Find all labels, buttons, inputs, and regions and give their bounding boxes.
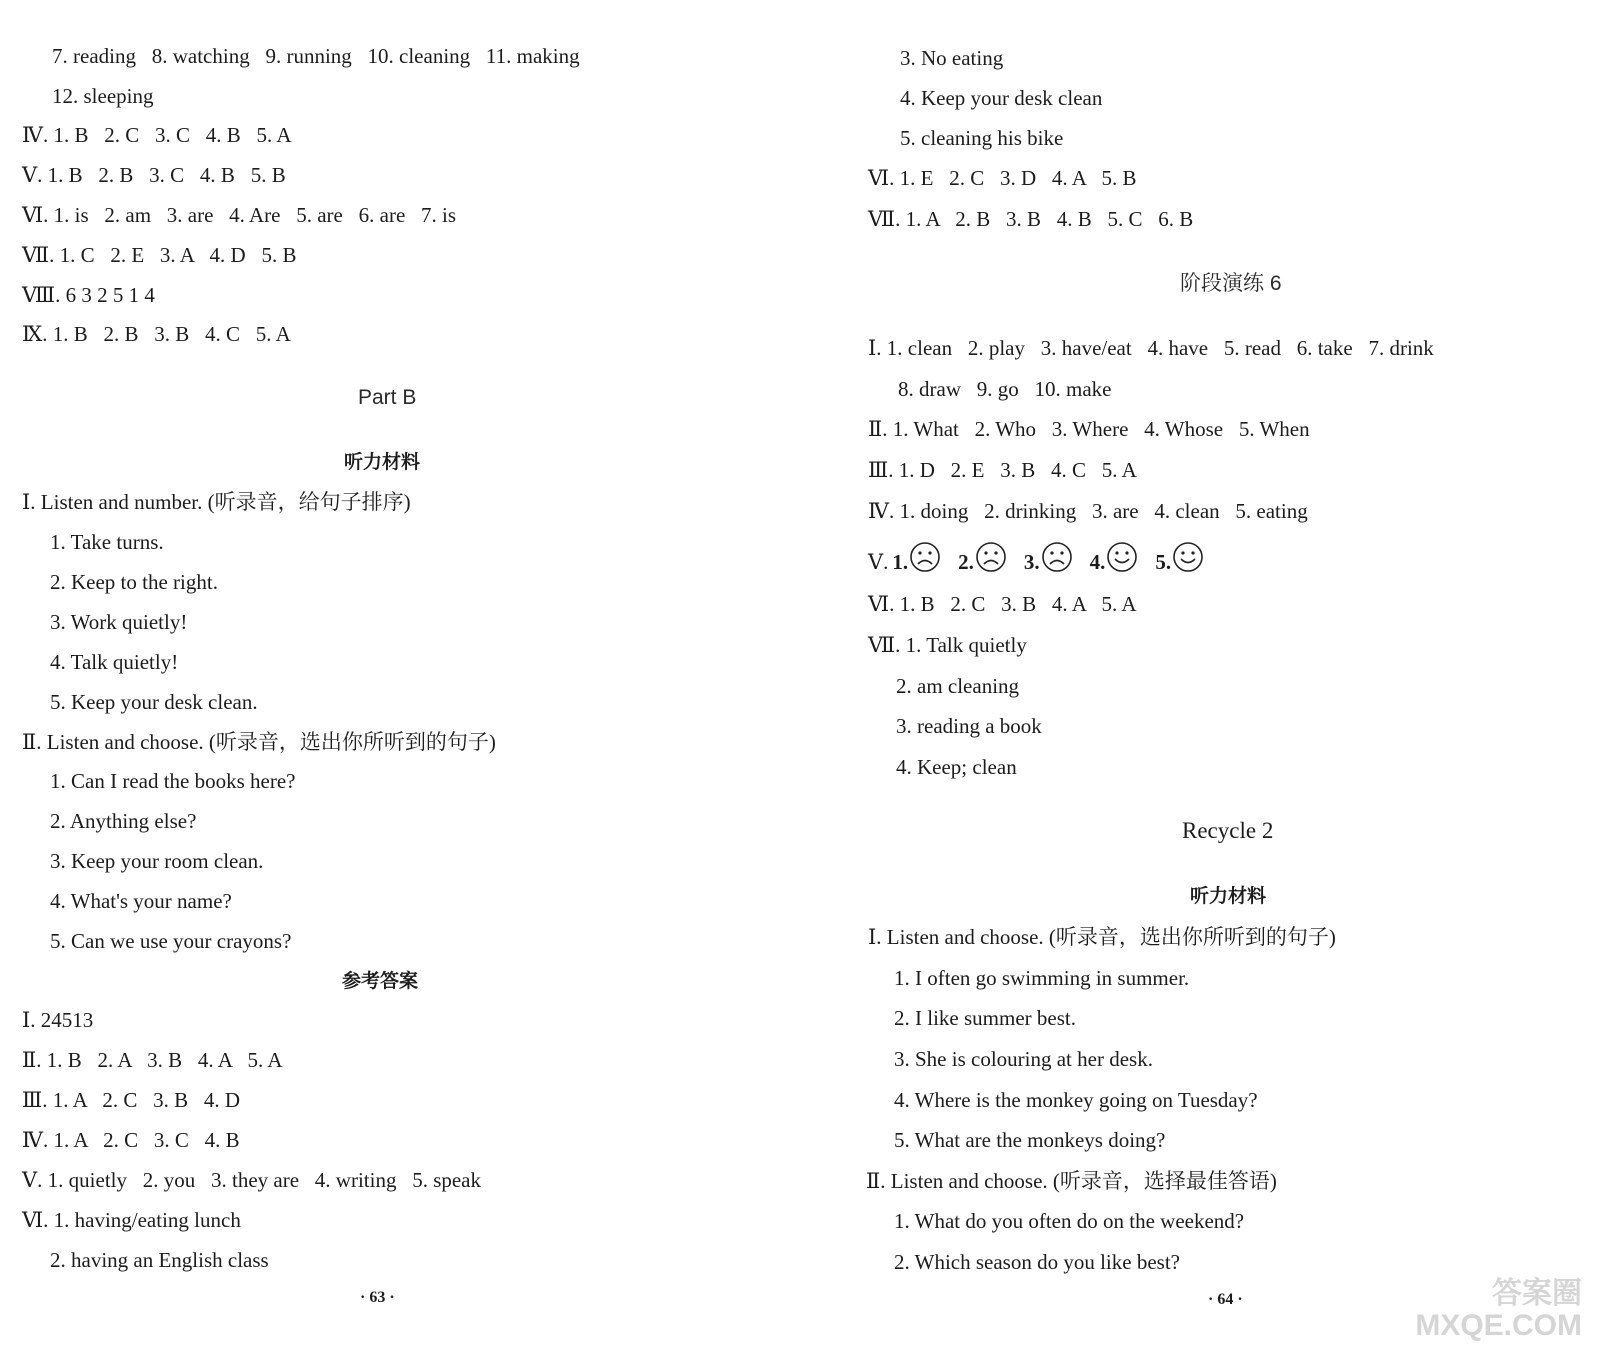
listening-heading: 听力材料 bbox=[1190, 885, 1267, 907]
listening-line: 2. Anything else? bbox=[50, 809, 197, 833]
answer-line: Ⅳ. 1. B 2. C 3. C 4. B 5. A bbox=[22, 123, 292, 147]
answer-line: 8. draw 9. go 10. make bbox=[898, 377, 1112, 401]
answer-line: Ⅸ. 1. B 2. B 3. B 4. C 5. A bbox=[22, 322, 291, 346]
answer-line: 7. reading 8. watching 9. running 10. cleaning 11. making bbox=[52, 44, 580, 68]
answer-line: Ⅵ. 1. is 2. am 3. are 4. Are 5. are 6. are 7. is bbox=[22, 203, 457, 227]
listening-line: 1. I often go swimming in summer. bbox=[894, 966, 1190, 990]
listening-line: 3. She is colouring at her desk. bbox=[894, 1047, 1153, 1071]
answer-line: Ⅳ. 1. A 2. C 3. C 4. B bbox=[22, 1128, 240, 1152]
sad-face-icon bbox=[1040, 540, 1074, 584]
listening-line: 1. Take turns. bbox=[50, 530, 164, 554]
watermark-line: MXQE.COM bbox=[1415, 1309, 1582, 1342]
listening-line: 3. Work quietly! bbox=[50, 610, 188, 634]
listening-line: 1. What do you often do on the weekend? bbox=[894, 1209, 1245, 1233]
answer-line: Ⅴ. 1. B 2. B 3. C 4. B 5. B bbox=[22, 163, 286, 187]
smiley-number: 5. bbox=[1155, 550, 1172, 574]
answer-line: Ⅰ. 1. clean 2. play 3. have/eat 4. have 5. read 6. take 7. drink bbox=[868, 336, 1434, 360]
answer-line: 2. having an English class bbox=[50, 1248, 269, 1272]
smiley-number: 4. bbox=[1089, 550, 1106, 574]
happy-face-icon bbox=[1171, 540, 1205, 584]
answer-line: Ⅲ. 1. A 2. C 3. B 4. D bbox=[22, 1088, 241, 1112]
listening-line: 2. Which season do you like best? bbox=[894, 1250, 1180, 1274]
answer-line: Ⅰ. 24513 bbox=[22, 1008, 94, 1032]
answer-line: 3. No eating bbox=[900, 46, 1004, 70]
listening-line: Ⅱ. Listen and choose. (听录音，选择最佳答语) bbox=[866, 1169, 1277, 1193]
answer-line: Ⅵ. 1. E 2. C 3. D 4. A 5. B bbox=[868, 166, 1137, 190]
answer-line: Ⅷ. 6 3 2 5 1 4 bbox=[22, 283, 155, 307]
listening-line: 5. Keep your desk clean. bbox=[50, 690, 258, 714]
listening-line: Ⅰ. Listen and number. (听录音，给句子排序) bbox=[22, 490, 411, 514]
smiley-number: 3. bbox=[1023, 550, 1040, 574]
listening-line: 5. What are the monkeys doing? bbox=[894, 1128, 1166, 1152]
section-title-stage-6: 阶段演练 6 bbox=[1180, 272, 1282, 295]
sad-face-icon bbox=[908, 540, 942, 584]
listening-line: 2. I like summer best. bbox=[894, 1006, 1076, 1030]
answer-line: 12. sleeping bbox=[52, 84, 154, 108]
listening-line: 1. Can I read the books here? bbox=[50, 769, 296, 793]
section-title-part-b: Part B bbox=[358, 386, 417, 409]
page-number: · 63 · bbox=[360, 1289, 395, 1306]
listening-line: 3. Keep your room clean. bbox=[50, 849, 264, 873]
listening-line: 2. Keep to the right. bbox=[50, 570, 218, 594]
smiley-number: 2. bbox=[958, 550, 974, 574]
answer-line: Ⅶ. 1. A 2. B 3. B 4. B 5. C 6. B bbox=[868, 207, 1194, 231]
roman-numeral-label: Ⅴ. bbox=[868, 550, 889, 574]
answers-heading: 参考答案 bbox=[342, 970, 419, 992]
listening-line: 5. Can we use your crayons? bbox=[50, 929, 292, 953]
listening-line: 4. Where is the monkey going on Tuesday? bbox=[894, 1088, 1258, 1112]
listening-line: 4. What's your name? bbox=[50, 889, 232, 913]
watermark-line: 答案圈 bbox=[1492, 1277, 1582, 1310]
listening-line: 4. Talk quietly! bbox=[50, 650, 179, 674]
answer-line: Ⅱ. 1. B 2. A 3. B 4. A 5. A bbox=[22, 1048, 283, 1072]
answer-line: 2. am cleaning bbox=[896, 674, 1020, 698]
section-title-recycle-2: Recycle 2 bbox=[1182, 818, 1274, 843]
answer-line: Ⅴ. 1. quietly 2. you 3. they are 4. writing 5. speak bbox=[22, 1168, 482, 1192]
sad-face-icon bbox=[974, 540, 1008, 584]
smiley-answers bbox=[868, 540, 1221, 584]
answer-line: 4. Keep; clean bbox=[896, 755, 1017, 779]
answer-line: Ⅵ. 1. having/eating lunch bbox=[22, 1208, 241, 1232]
answer-line: Ⅳ. 1. doing 2. drinking 3. are 4. clean 5. eating bbox=[868, 499, 1308, 523]
answer-line: 5. cleaning his bike bbox=[900, 126, 1064, 150]
site-watermark bbox=[1415, 1278, 1582, 1342]
happy-face-icon bbox=[1105, 540, 1139, 584]
smiley-number: 1. bbox=[892, 550, 909, 574]
listening-heading: 听力材料 bbox=[344, 451, 421, 473]
answer-line: 3. reading a book bbox=[896, 714, 1042, 738]
answer-line: 4. Keep your desk clean bbox=[900, 86, 1103, 110]
answer-line: Ⅱ. 1. What 2. Who 3. Where 4. Whose 5. When bbox=[868, 417, 1310, 441]
answer-line: Ⅶ. 1. C 2. E 3. A 4. D 5. B bbox=[22, 243, 297, 267]
page-number: · 64 · bbox=[1208, 1291, 1243, 1308]
answer-line: Ⅵ. 1. B 2. C 3. B 4. A 5. A bbox=[868, 592, 1137, 616]
listening-line: Ⅰ. Listen and choose. (听录音，选出你所听到的句子) bbox=[868, 925, 1336, 949]
answer-line: Ⅶ. 1. Talk quietly bbox=[868, 633, 1027, 657]
listening-line: Ⅱ. Listen and choose. (听录音，选出你所听到的句子) bbox=[22, 730, 496, 754]
answer-line: Ⅲ. 1. D 2. E 3. B 4. C 5. A bbox=[868, 458, 1137, 482]
